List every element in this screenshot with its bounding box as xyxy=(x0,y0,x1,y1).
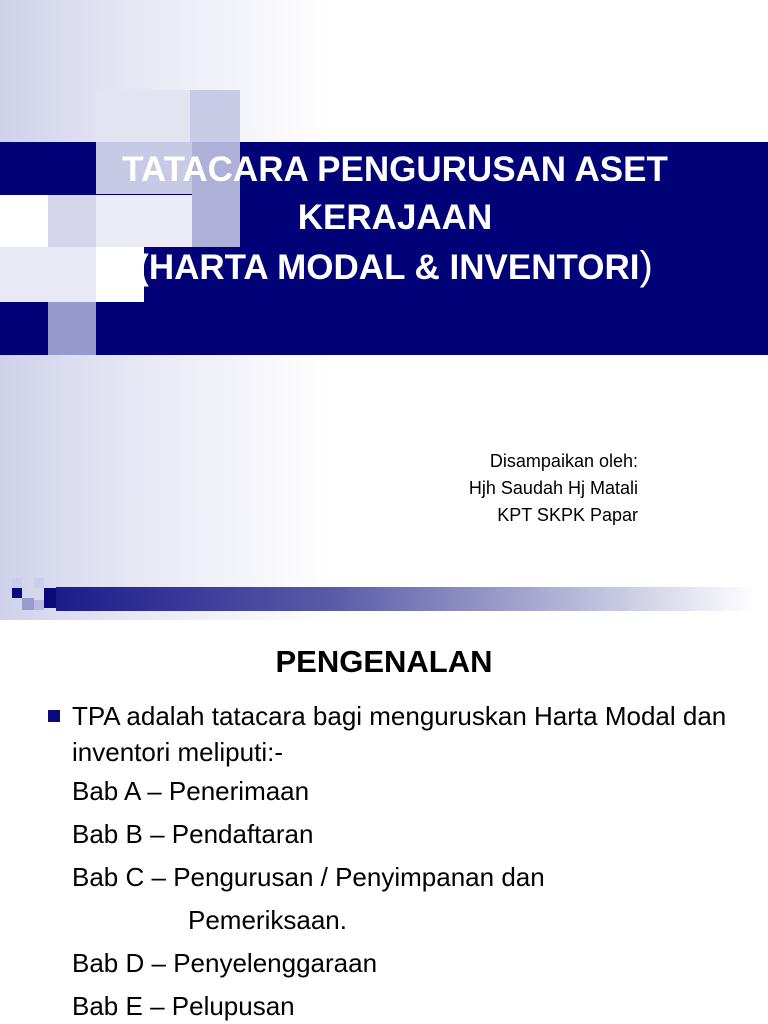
decor-mini-square xyxy=(12,578,22,588)
list-item xyxy=(72,991,295,1022)
decor-mini-square xyxy=(12,588,22,598)
title-line-2: KERAJAAN xyxy=(297,198,493,237)
list-item xyxy=(72,819,313,850)
decor-square xyxy=(0,195,48,247)
decor-divider-bar xyxy=(56,587,756,611)
decor-square xyxy=(48,302,96,355)
presenter-label: Disampaikan oleh: xyxy=(489,451,638,471)
item-code: Bab E xyxy=(72,991,143,1021)
section-heading: PENGENALAN xyxy=(275,644,493,679)
item-code: Bab B xyxy=(72,819,143,849)
title-line-3: (HARTA MODAL & INVENTORI xyxy=(137,248,640,287)
slide-title xyxy=(70,146,720,292)
list-item xyxy=(72,948,377,979)
item-description: Penerimaan xyxy=(168,776,310,806)
decor-mini-square xyxy=(22,598,34,610)
item-code: Bab A xyxy=(72,776,140,806)
decor-square xyxy=(96,90,190,142)
item-separator: – xyxy=(151,862,166,892)
title-line-1: TATACARA PENGURUSAN ASET xyxy=(122,150,668,189)
item-separator: – xyxy=(150,819,165,849)
presenter-position: KPT SKPK Papar xyxy=(497,505,638,525)
list-item-continuation: Pemeriksaan. xyxy=(188,905,347,935)
item-separator: – xyxy=(151,948,166,978)
list-item xyxy=(72,776,309,807)
item-description: Pengurusan / Penyimpanan dan xyxy=(173,862,545,892)
item-description: Penyelenggaraan xyxy=(173,948,378,978)
item-description: Pendaftaran xyxy=(171,819,314,849)
title-closing-paren: ) xyxy=(639,244,653,288)
item-code: Bab C xyxy=(72,862,145,892)
decor-mini-square xyxy=(34,600,44,610)
bullet-text: TPA adalah tatacara bagi menguruskan Harta Modal dan inventori meliputi:- xyxy=(72,701,727,767)
content-slide xyxy=(0,620,768,1024)
item-separator: – xyxy=(147,776,162,806)
item-description: Pelupusan xyxy=(171,991,295,1021)
presenter-block xyxy=(469,448,638,529)
list-item xyxy=(72,862,545,893)
decor-mini-square xyxy=(34,578,44,588)
presenter-name: Hjh Saudah Hj Matali xyxy=(468,478,638,498)
decor-square xyxy=(190,90,240,142)
bullet-square-icon xyxy=(48,710,60,722)
item-separator: – xyxy=(150,991,165,1021)
decor-mini-square xyxy=(44,588,56,608)
item-code: Bab D xyxy=(72,948,145,978)
